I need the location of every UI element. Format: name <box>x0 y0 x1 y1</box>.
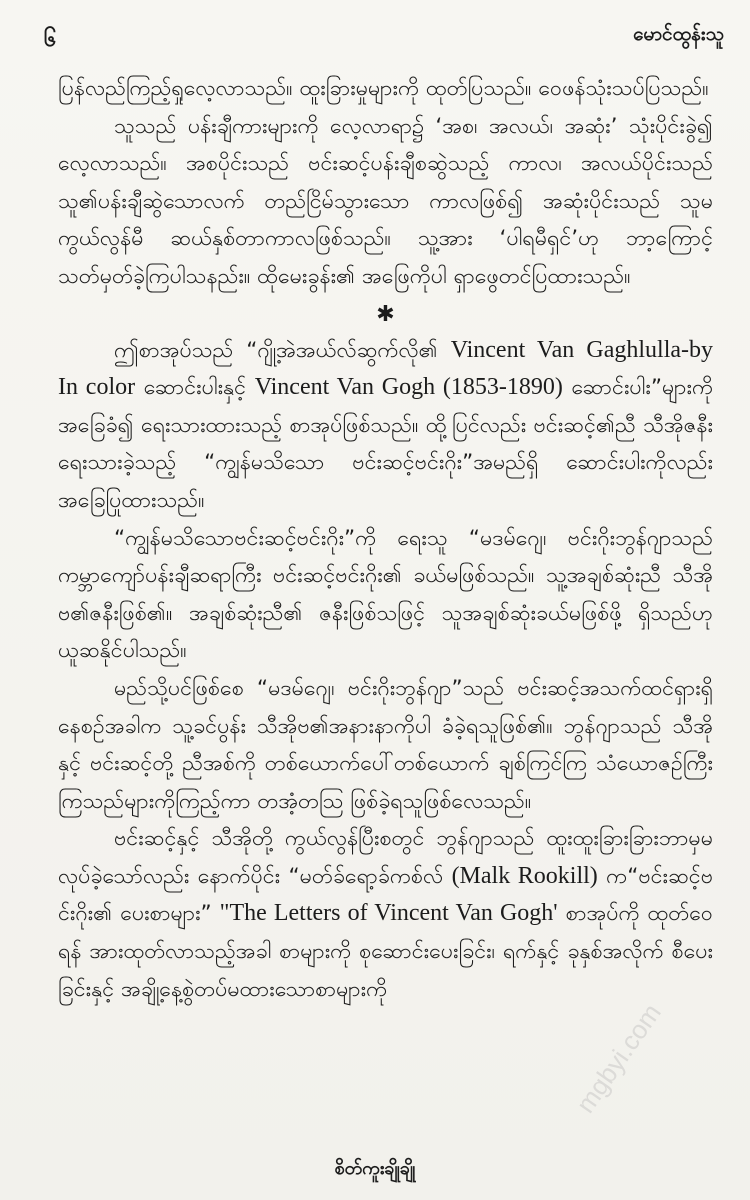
page-header <box>0 18 750 58</box>
paragraph-6-english-book-title: "The Letters of Vincent Van Gogh' <box>219 900 558 927</box>
section-divider-asterisk: ✱ <box>376 301 395 327</box>
paragraph-3 <box>58 332 713 520</box>
watermark: mgbyi.com <box>570 998 667 1119</box>
paragraph-6-text-c: က“ဗင်းဆင့်ဗင်းဂိုး၏ ပေးစာများ” <box>58 863 714 927</box>
paragraph-5: မည်သို့ပင်ဖြစ်စေ “မဒမ်ဂျေ၊ ဗင်းဂိုးဘွန်ဂျာ”သည် ဗင်းဆင့်အသက်ထင်ရှားရှိနေစဉ်အခါက သူ့ခင်ပွန်း သီအိုဗ၏အနားနာကိုပါ ခံခဲ့ရသူဖြစ်၏။ ဘွန်ဂျာသည် သီအိုနှင့် ဗင်းဆင့်တို့ ညီအစ်ကို တစ်ယောက်ပေါ်တစ်ယောက် ချစ်ကြင်ကြ သံယောဇဉ်ကြီးကြသည်များကိုကြည့်ကာ တအံ့တသြ ဖြစ်ခဲ့ရသူဖြစ်လေသည်။ <box>58 675 713 814</box>
page-number: ၆ <box>44 27 57 52</box>
paragraph-3-english-name: Vincent Van Gogh (1853-1890) <box>254 374 563 401</box>
paragraph-1: ပြန်လည်ကြည့်ရှုလေ့လာသည်။ ထူးခြားမှုများကို ထုတ်ပြသည်။ ဝေဖန်သုံးသပ်ပြသည်။ <box>58 76 709 101</box>
paragraph-6-text-a: ဗင်းဆင့်နှင့် သီအိုတို့ ကွယ်လွန်ပြီးစတွင် ဘွန်ဂျာသည် ထူးထူးခြားခြားဘာမှမလုပ်ခဲ့သော်လည်း နောက်ပိုင်း “မတ်ခ်ရော့ခ်ကစ်လ် <box>58 826 713 889</box>
paragraph-2: သူသည် ပန်းချီကားများကို လေ့လာရာ၌ ‘အစ၊ အလယ်၊ အဆုံး’ သုံးပိုင်းခွဲ၍ လေ့လာသည်။ အစပိုင်းသည် ဗင်းဆင့်ပန်းချီစဆွဲသည့် ကာလ၊ အလယ်ပိုင်းသည် သူ၏ပန်းချီဆွဲသောလက် တည်ငြိမ်သွားသော ကာလဖြစ်၍ အဆုံးပိုင်းသည် သူမကွယ်လွန်မီ ဆယ်နှစ်တာကာလဖြစ်သည်။ သူ့အား ‘ပါရမီရှင်’ဟု ဘာ့ကြောင့် သတ်မှတ်ခဲ့ကြပါသနည်း။ ထိုမေးခွန်း၏ အဖြေကိုပါ ရှာဖွေတင်ပြထားသည်။ <box>58 113 713 289</box>
paragraph-3-text-a: ဤစာအုပ်သည် “ဂျို့အဲအယ်လ်ဆွက်လို၏ <box>114 337 451 363</box>
running-head-author: မောင်ထွန်းသူ <box>633 23 724 45</box>
paragraph-6-english-name: (Malk Rookill) <box>451 862 598 889</box>
body-text <box>58 70 713 1008</box>
paragraph-3-text-e: ဆောင်းပါး”များကို အခြေခံ၍ ရေးသားထားသည့် စာအုပ်ဖြစ်သည်။ ထို့ပြင်လည်း ဗင်းဆင့်၏ညီ သီအိုဇနီးရေးသားခဲ့သည့် “ကျွန်မသိသော ဗင်းဆင့်ဗင်းဂိုး”အမည်ရှိ ဆောင်းပါးကိုလည်း အခြေပြုထားသည်။ <box>58 375 713 513</box>
paragraph-3-text-c: ဆောင်းပါးနှင့် <box>135 375 255 401</box>
page-footer-book-title: စိတ်ကူးချိုချို <box>334 1158 416 1179</box>
paragraph-4: “ကျွန်မသိသောဗင်းဆင့်ဗင်းဂိုး”ကို ရေးသူ “မဒမ်ဂျေ၊ ဗင်းဂိုးဘွန်ဂျာသည် ကမ္ဘာကျော်ပန်းချီဆရာကြီး ဗင်းဆင့်ဗင်းဂိုး၏ ခယ်မဖြစ်သည်။ သူ့အချစ်ဆုံးညီ သီအိုဗ၏ဇနီးဖြစ်၏။ အချစ်ဆုံးညီ၏ ဇနီးဖြစ်သဖြင့် သူအချစ်ဆုံးခယ်မဖြစ်ဖို့ ရှိသည်ဟု ယူဆနိုင်ပါသည်။ <box>58 525 713 664</box>
paragraph-3-english-title: Vincent Van Gaghlulla-by In color <box>58 336 713 401</box>
paragraph-6-text-e: စာအုပ်ကို ထုတ်ဝေရန် အားထုတ်လာသည့်အခါ စာများကို စုဆောင်းပေးခြင်း၊ ရက်နှင့် ခုနှစ်အလိုက် စီပေးခြင်းနှင့် အချို့နေ့စွဲတပ်မထားသောစာများကို <box>58 901 713 1002</box>
paragraph-6 <box>58 820 713 1008</box>
